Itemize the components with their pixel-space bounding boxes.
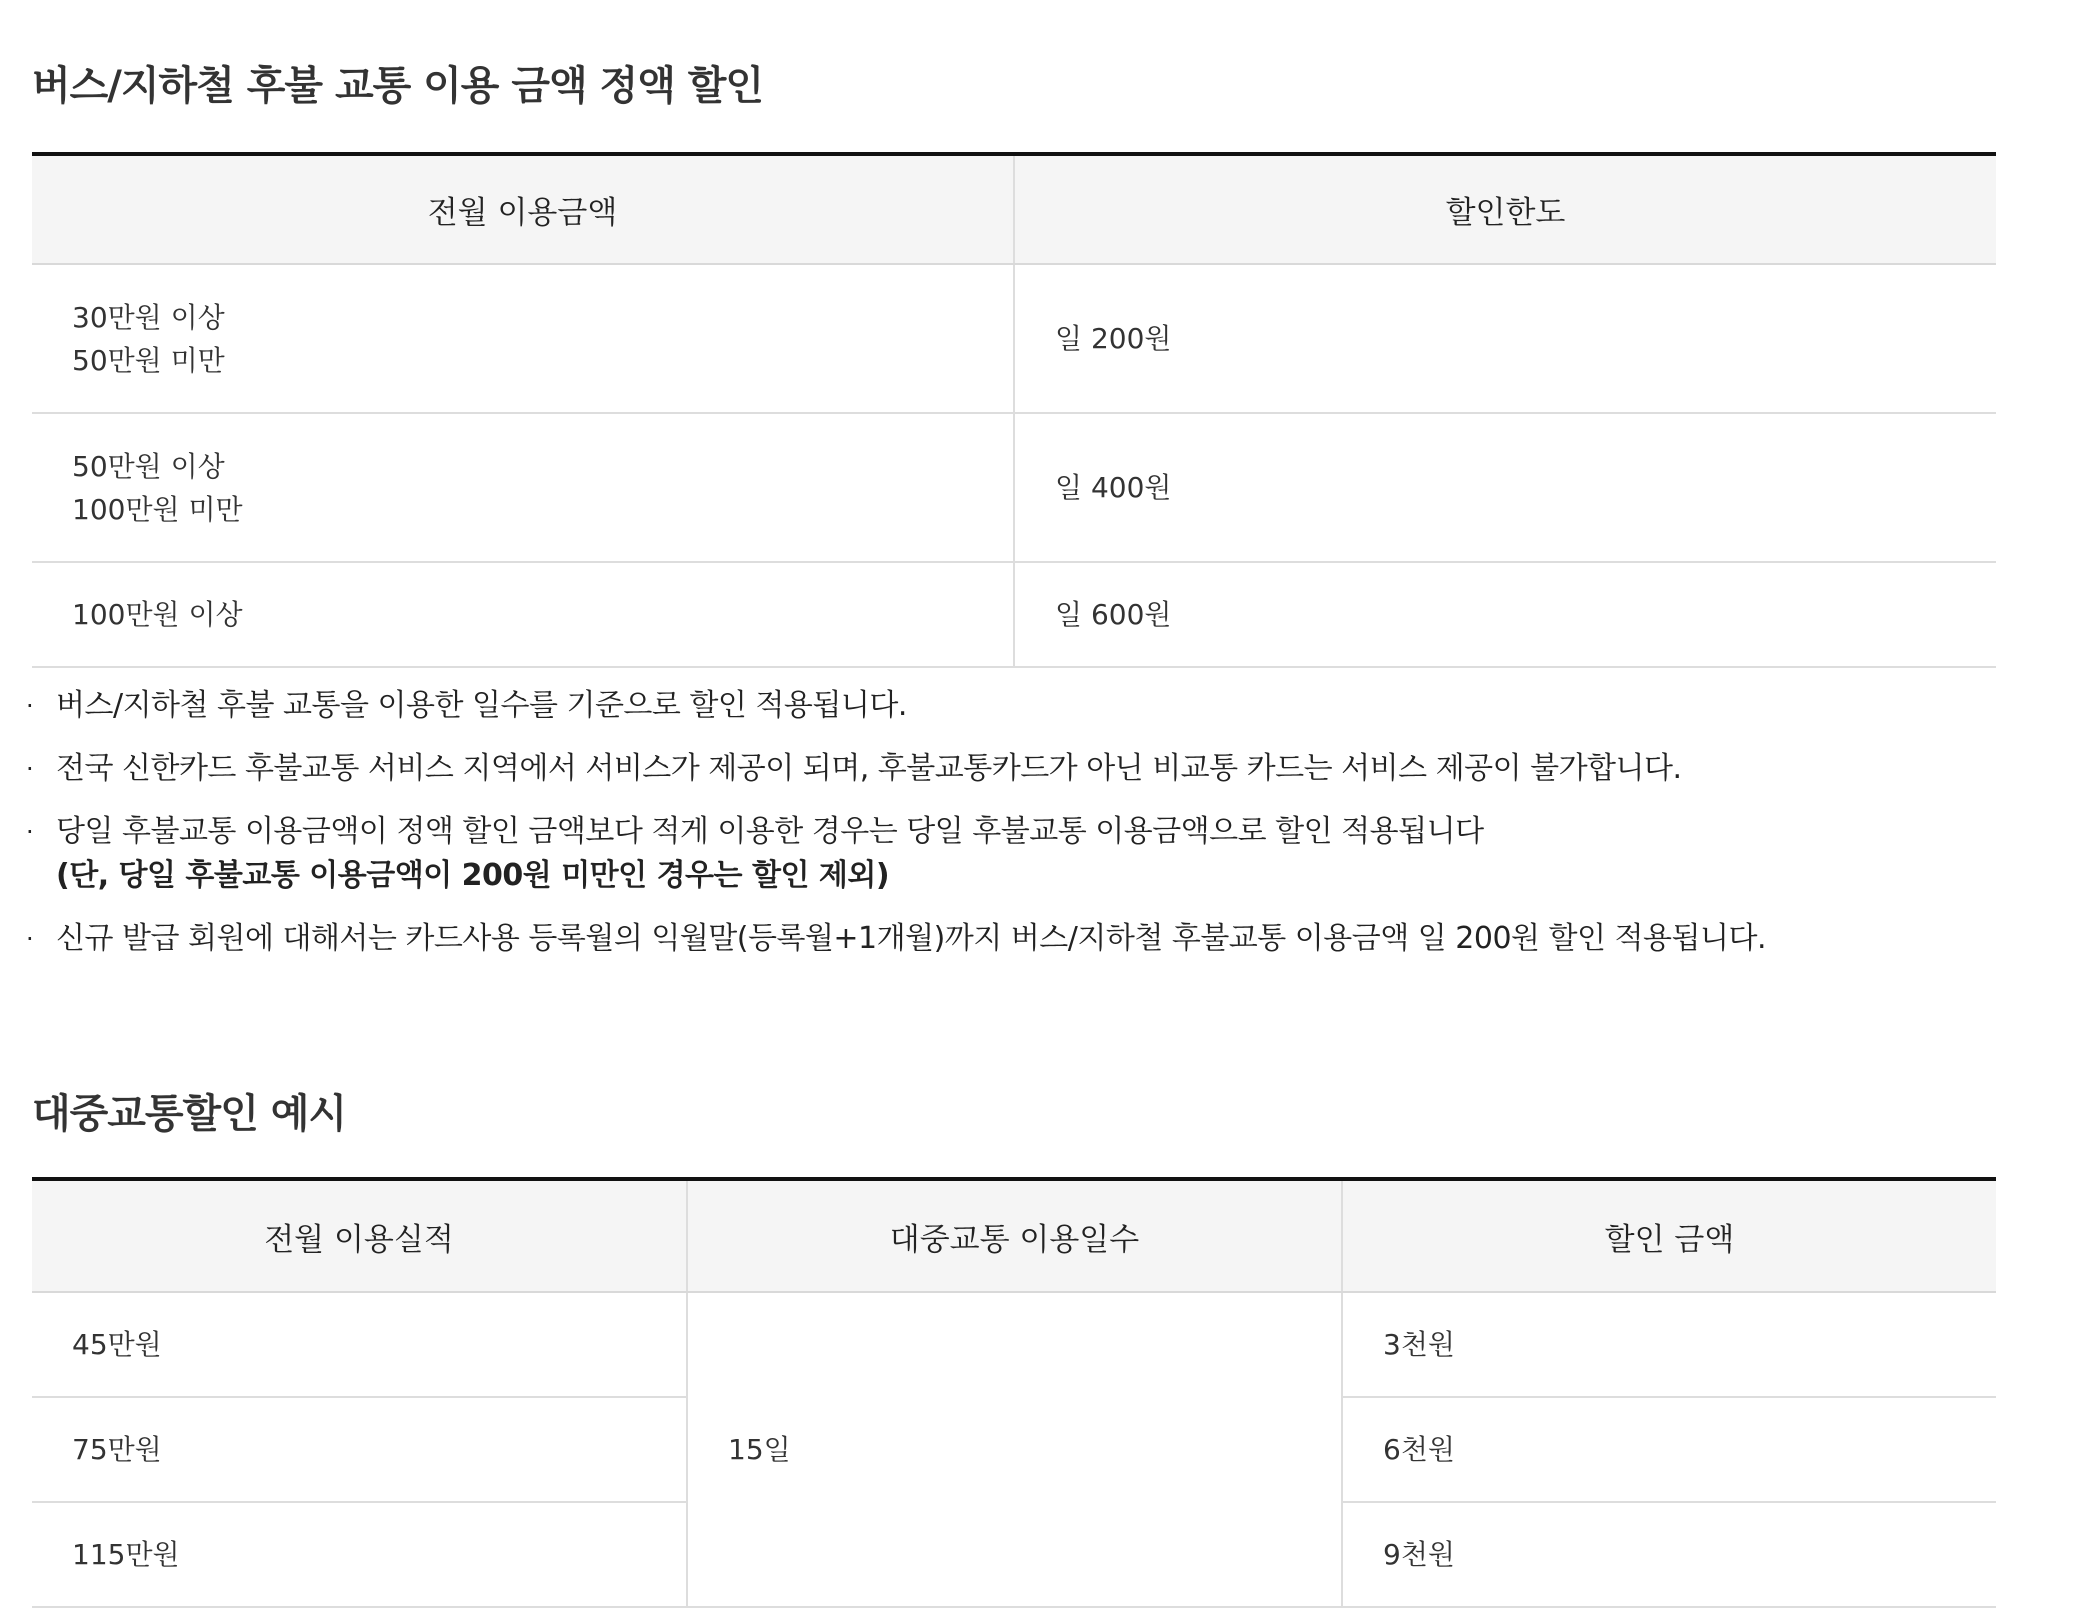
bullet-dot: · xyxy=(26,925,34,953)
bullet-dot: · xyxy=(26,755,34,783)
performance-cell: 75만원 xyxy=(32,1397,687,1502)
amount-range-line2: 50만원 미만 xyxy=(72,343,225,377)
discount-limit-table xyxy=(32,152,1996,668)
note-item xyxy=(26,917,2016,961)
amount-range-line2: 100만원 미만 xyxy=(72,492,243,526)
usage-days-cell: 15일 xyxy=(687,1292,1342,1607)
note-text: 버스/지하철 후불 교통을 이용한 일수를 기준으로 할인 적용됩니다. xyxy=(56,688,907,723)
table-row xyxy=(32,1292,1996,1397)
note-text: 당일 후불교통 이용금액이 정액 할인 금액보다 적게 이용한 경우는 당일 후불교통 이용금액으로 할인 적용됩니다 xyxy=(56,814,1484,849)
bullet-dot: · xyxy=(26,818,34,846)
discount-amount-cell: 9천원 xyxy=(1342,1502,1996,1607)
discount-limit-cell: 일 200원 xyxy=(1014,264,1996,413)
table-row xyxy=(32,413,1996,562)
discount-example-table xyxy=(32,1177,1996,1608)
amount-range-line1: 30만원 이상 xyxy=(72,300,225,334)
note-item xyxy=(26,810,2016,898)
note-text: 신규 발급 회원에 대해서는 카드사용 등록월의 익월말(등록월+1개월)까지 버스/지하철 후불교통 이용금액 일 200원 할인 적용됩니다. xyxy=(56,921,1766,956)
note-exception-text: (단, 당일 후불교통 이용금액이 200원 미만인 경우는 할인 제외) xyxy=(56,858,890,893)
discount-amount-cell: 3천원 xyxy=(1342,1292,1996,1397)
performance-cell: 115만원 xyxy=(32,1502,687,1607)
section-title-discount-example: 대중교통할인 예시 xyxy=(32,1091,347,1137)
note-text: 전국 신한카드 후불교통 서비스 지역에서 서비스가 제공이 되며, 후불교통카드가 아닌 비교통 카드는 서비스 제공이 불가합니다. xyxy=(56,751,1682,786)
column-header-discount-amount: 할인 금액 xyxy=(1342,1179,1996,1292)
column-header-previous-month-performance: 전월 이용실적 xyxy=(32,1179,687,1292)
amount-range-cell xyxy=(32,413,1014,562)
table-row xyxy=(32,264,1996,413)
column-header-transit-usage-days: 대중교통 이용일수 xyxy=(687,1179,1342,1292)
bullet-dot: · xyxy=(26,692,34,720)
discount-limit-cell: 일 600원 xyxy=(1014,562,1996,667)
notes-list xyxy=(26,684,2016,980)
note-item xyxy=(26,684,2016,728)
column-header-discount-limit: 할인한도 xyxy=(1014,154,1996,264)
column-header-previous-month-amount: 전월 이용금액 xyxy=(32,154,1014,264)
table-header-row xyxy=(32,1179,1996,1292)
amount-range-cell: 100만원 이상 xyxy=(32,562,1014,667)
table-header-row xyxy=(32,154,1996,264)
performance-cell: 45만원 xyxy=(32,1292,687,1397)
discount-limit-cell: 일 400원 xyxy=(1014,413,1996,562)
amount-range-line1: 50만원 이상 xyxy=(72,449,225,483)
table-row xyxy=(32,562,1996,667)
note-item xyxy=(26,747,2016,791)
section-title-flat-discount: 버스/지하철 후불 교통 이용 금액 정액 할인 xyxy=(32,63,764,109)
discount-amount-cell: 6천원 xyxy=(1342,1397,1996,1502)
amount-range-cell xyxy=(32,264,1014,413)
